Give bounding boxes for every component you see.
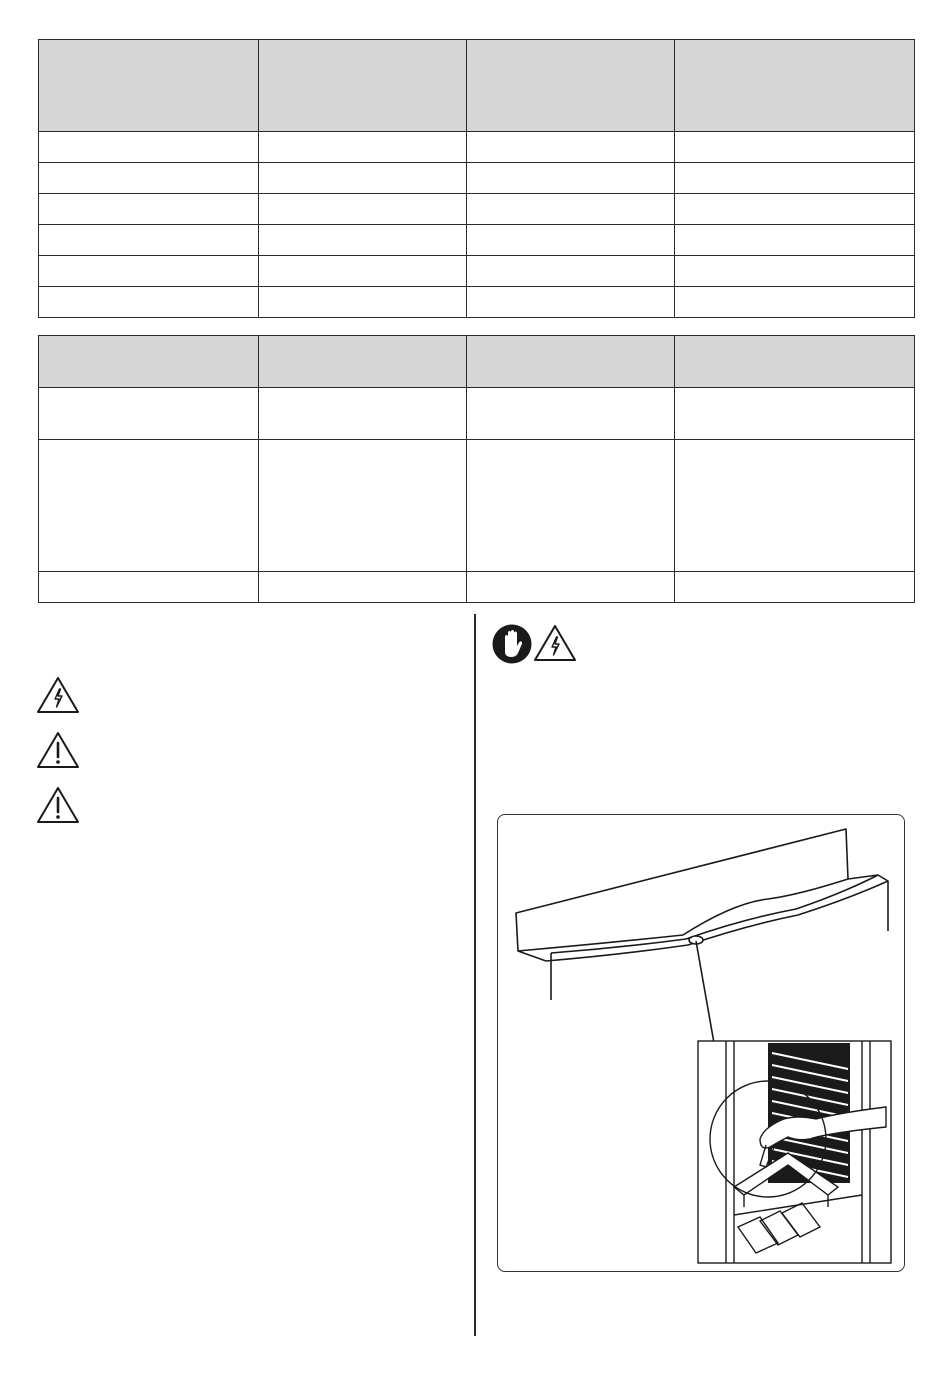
table-cell — [675, 225, 915, 256]
table-row — [39, 287, 915, 318]
table-header-cell — [467, 336, 675, 388]
table-cell — [259, 572, 467, 603]
table-cell — [259, 163, 467, 194]
electric-shock-warning-icon — [36, 676, 80, 719]
table-row — [39, 572, 915, 603]
table-header-cell — [675, 40, 915, 132]
table-cell — [39, 256, 259, 287]
table-cell — [39, 225, 259, 256]
table-row — [39, 194, 915, 225]
table-cell — [259, 194, 467, 225]
top-trim-drawing — [516, 829, 888, 1077]
general-warning-icon — [36, 786, 80, 829]
table-cell — [675, 132, 915, 163]
column-divider — [474, 614, 476, 1336]
table-header-cell — [259, 336, 467, 388]
spec-table-2 — [38, 335, 915, 603]
table-row — [39, 256, 915, 287]
table-header-cell — [675, 336, 915, 388]
table-cell — [259, 132, 467, 163]
spec-table-1 — [38, 39, 915, 318]
table-cell — [39, 163, 259, 194]
electric-shock-warning-icon — [533, 624, 577, 667]
table-cell — [467, 194, 675, 225]
table-cell — [259, 388, 467, 440]
table-header-row — [39, 40, 915, 132]
table-cell — [675, 388, 915, 440]
general-warning-icon — [36, 731, 80, 774]
table-row — [39, 163, 915, 194]
table-cell — [467, 440, 675, 572]
table-cell — [39, 440, 259, 572]
table-cell — [675, 256, 915, 287]
table-cell — [675, 440, 915, 572]
stop-hand-icon — [491, 623, 533, 670]
table-row — [39, 440, 915, 572]
table-header-cell — [259, 40, 467, 132]
table-header-cell — [39, 40, 259, 132]
table-cell — [39, 572, 259, 603]
table-cell — [467, 132, 675, 163]
table-cell — [675, 163, 915, 194]
table-row — [39, 388, 915, 440]
table-cell — [39, 287, 259, 318]
table-cell — [259, 225, 467, 256]
table-cell — [259, 256, 467, 287]
interior-detail-inset — [698, 1041, 891, 1263]
table-cell — [675, 572, 915, 603]
light-cover-removal-illustration — [497, 814, 905, 1272]
table-cell — [467, 163, 675, 194]
table-cell — [675, 194, 915, 225]
table-header-row — [39, 336, 915, 388]
table-header-cell — [39, 336, 259, 388]
table-cell — [259, 440, 467, 572]
table-cell — [39, 388, 259, 440]
table-cell — [467, 572, 675, 603]
table-cell — [467, 225, 675, 256]
table-cell — [467, 287, 675, 318]
table-row — [39, 132, 915, 163]
table-header-cell — [467, 40, 675, 132]
table-cell — [39, 132, 259, 163]
table-cell — [467, 388, 675, 440]
table-cell — [259, 287, 467, 318]
table-row — [39, 225, 915, 256]
table-cell — [467, 256, 675, 287]
table-cell — [39, 194, 259, 225]
table-cell — [675, 287, 915, 318]
